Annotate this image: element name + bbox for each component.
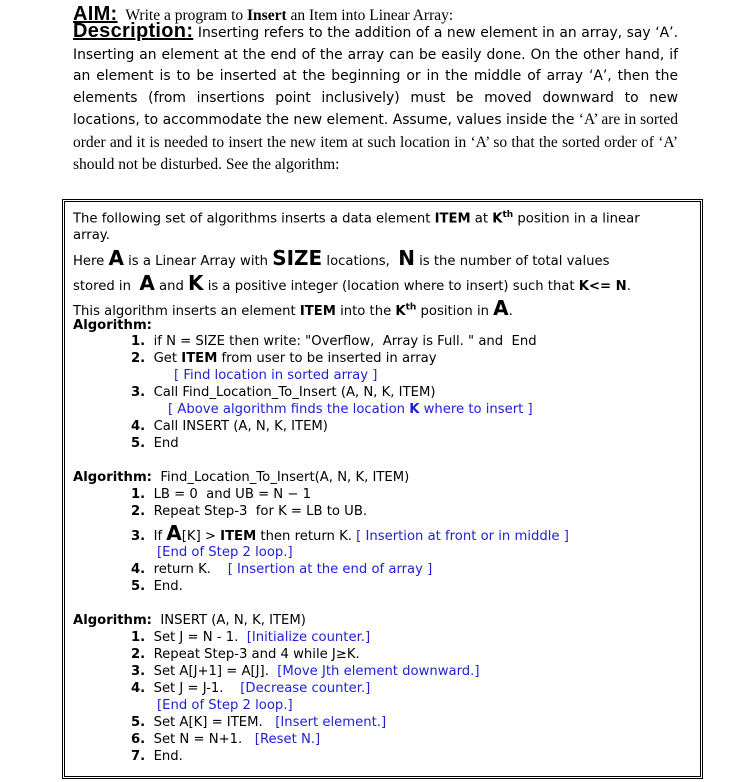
description-text-part1: Inserting refers to the addition of a new element in an array, say ‘A’. Inserting an element at the end of the array can be easily done. On the other hand, if an element is to be inserted at the beginning or in the middle of array ‘A’, then the elements (from insertions point inclusively) must be moved downward to new locations, to accommodate the new element. Assume, values inside the (73, 25, 678, 128)
find-loop-end: [End of Step 2 loop.] (157, 545, 293, 560)
main-step-4: 4. Call INSERT (A, N, K, ITEM) (131, 419, 328, 434)
find-step-3: 3. If A[K] > ITEM then return K. [ Insertion at front or in middle ] (131, 521, 569, 545)
main-step-3: 3. Call Find_Location_To_Insert (A, N, K, ITEM) (131, 385, 436, 400)
find-algorithm-header: Algorithm: Find_Location_To_Insert(A, N, K, ITEM) (73, 470, 410, 485)
insert-step-4: 4. Set J = J-1. [Decrease counter.] (131, 681, 371, 696)
intro-line-5: This algorithm inserts an element ITEM into the $K^{th}$ position in A. (73, 296, 513, 320)
main-step-2: 2. Get ITEM from user to be inserted in array (131, 351, 437, 366)
intro-line-1: The following set of algorithms inserts a data element ITEM at $K^{th}$ position in a linear (73, 210, 640, 227)
find-step-5: 5. End. (131, 579, 183, 594)
main-algorithm-heading: Algorithm: (73, 318, 152, 333)
find-step-2: 2. Repeat Step-3 for K = LB to UB. (131, 504, 368, 519)
intro-line-4: stored in A and K is a positive integer (location where to insert) such that K<= N. (73, 271, 631, 295)
find-step-4: 4. return K. [ Insertion at the end of array ] (131, 562, 433, 577)
aim-text: Write a program to Insert an Item into Linear Array: (121, 7, 454, 24)
insert-step-6: 6. Set N = N+1. [Reset N.] (131, 732, 321, 747)
insert-algorithm-header: Algorithm: INSERT (A, N, K, ITEM) (73, 613, 306, 628)
main-comment-location: [ Above algorithm finds the location K where to insert ] (168, 402, 533, 417)
insert-step-5: 5. Set A[K] = ITEM. [Insert element.] (131, 715, 387, 730)
aim-label: AIM: (73, 3, 118, 25)
insert-step-3: 3. Set A[J+1] = A[J]. [Move Jth element downward.] (131, 664, 480, 679)
find-step-1: 1. LB = 0 and UB = N − 1 (131, 487, 311, 502)
insert-step-1: 1. Set J = N - 1. [Initialize counter.] (131, 630, 371, 645)
description-text-part2: ‘A’ are in sorted order and it is needed to insert the new item at such location in ‘A’ so that the sorted order of ‘A’ should not be disturbed. See the algorithm: (73, 111, 678, 173)
main-step-1: 1. if N = SIZE then write: "Overflow, Array is Full. " and End (131, 334, 537, 349)
insert-step-7: 7. End. (131, 749, 183, 764)
description-paragraph (73, 21, 678, 177)
intro-line-3: Here A is a Linear Array with SIZE locations, N is the number of total values (73, 246, 610, 270)
main-step-5: 5. End (131, 436, 179, 451)
description-label: Description: (73, 20, 194, 42)
main-comment-find: [ Find location in sorted array ] (174, 368, 378, 383)
insert-loop-end: [End of Step 2 loop.] (157, 698, 293, 713)
insert-step-2: 2. Repeat Step-3 and 4 while J≥K. (131, 647, 360, 662)
intro-line-2: array. (73, 228, 110, 243)
